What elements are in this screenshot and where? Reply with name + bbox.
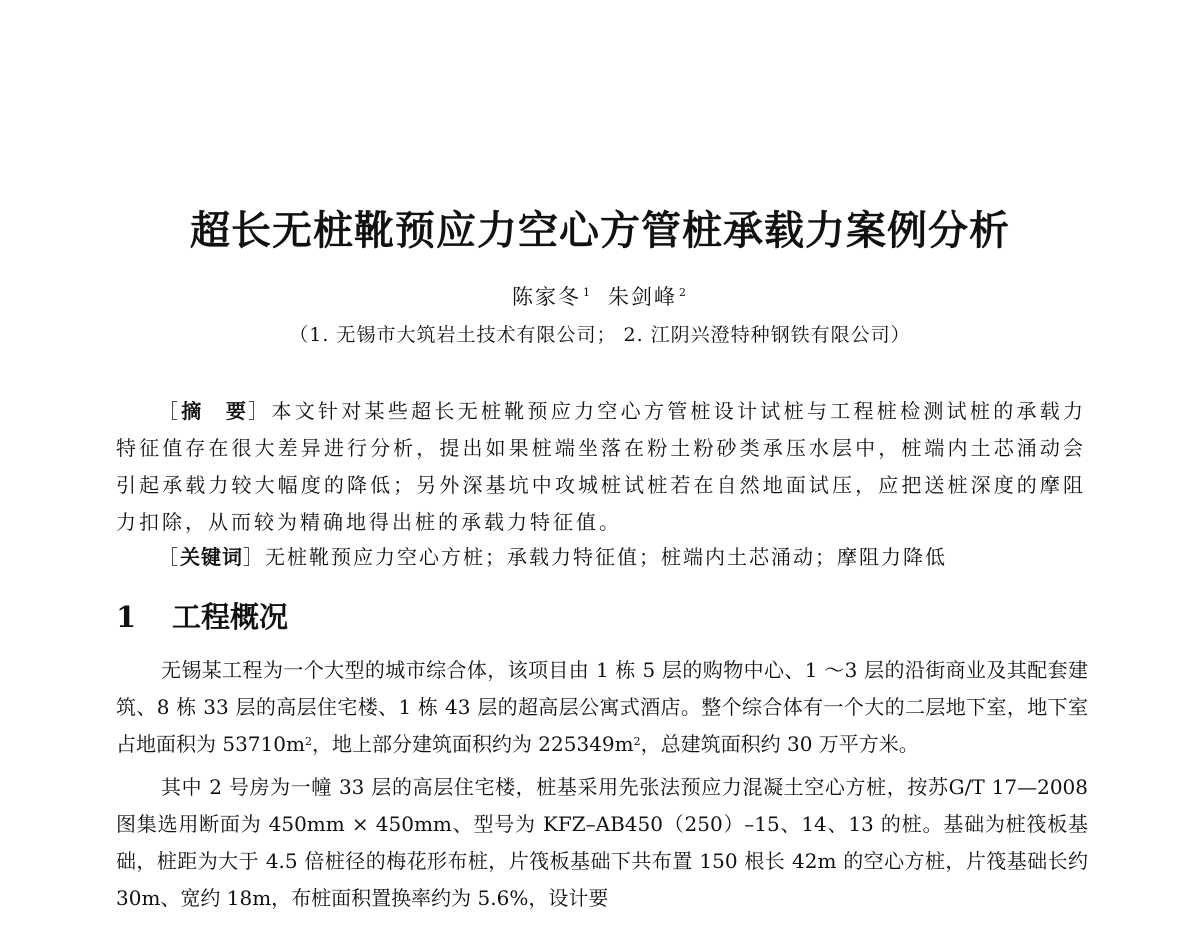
body-paragraph: 其中 2 号房为一幢 33 层的高层住宅楼，桩基采用先张法预应力混凝土空心方桩，按苏G/T 17—2008 图集选用断面为 450mm × 450mm、型号为 KFZ–AB450（250）–15、14、13 的桩。基础为桩筏板基础，桩距为大于 4.5 倍桩径的梅花形布桩，片筏板基础下共布置 150 根长 42m 的空心方桩，片筏基础长约 30m、宽约 18m，布桩面积置换率约为 5.6%，设计要 bbox=[116, 774, 1088, 911]
superscript: 2 bbox=[304, 735, 312, 749]
abstract-label: 摘 要 bbox=[181, 399, 249, 423]
keywords-block bbox=[158, 540, 1088, 574]
author-affiliation-mark: 1 bbox=[583, 286, 592, 299]
keywords-label: 关键词 bbox=[180, 545, 243, 569]
paragraph-text: ，总建筑面积约 30 万平方米。 bbox=[640, 732, 919, 757]
section-heading bbox=[116, 597, 288, 637]
paragraph-text: ，地上部分建筑面积约为 225349m bbox=[311, 732, 634, 757]
author-name: 陈家冬 bbox=[512, 285, 581, 309]
abstract-bracket-open: ［ bbox=[158, 399, 182, 423]
paper-title: 超长无桩靴预应力空心方管桩承载力案例分析 bbox=[190, 207, 1010, 254]
section-body bbox=[116, 652, 1088, 917]
keywords-bracket-open: ［ bbox=[158, 545, 180, 569]
section-title: 工程概况 bbox=[172, 600, 289, 634]
keywords-bracket-close: ］ bbox=[243, 545, 265, 569]
abstract-block bbox=[116, 393, 1086, 541]
author-line bbox=[0, 283, 1200, 311]
author-affiliation-mark: 2 bbox=[679, 286, 688, 299]
abstract-bracket-close: ］ bbox=[248, 399, 272, 423]
keywords-text: 无桩靴预应力空心方桩；承载力特征值；桩端内土芯涌动；摩阻力降低 bbox=[265, 545, 947, 569]
abstract-text: 本文针对某些超长无桩靴预应力空心方管桩设计试桩与工程桩检测试桩的承载力特征值存在很大差异进行分析，提出如果桩端坐落在粉土粉砂类承压水层中，桩端内土芯涌动会引起承载力较大幅度的降低；另外深基坑中攻城桩试桩若在自然地面试压，应把送桩深度的摩阻力扣除，从而较为精确地得出桩的承载力特征值。 bbox=[116, 399, 1087, 534]
paragraph-text: 无锡某工程为一个大型的城市综合体，该项目由 1 栋 5 层的购物中心、1 ～3 层的沿街商业及其配套建筑、8 栋 33 层的高层住宅楼、1 栋 43 层的超高层公寓式酒店。整个综合体有一个大的二层地下室，地下室占地面积为 53710m bbox=[116, 658, 1088, 757]
author-name: 朱剑峰 bbox=[608, 285, 677, 309]
section-number: 1 bbox=[116, 600, 137, 634]
abstract-paragraph bbox=[116, 393, 1086, 541]
body-paragraph bbox=[116, 652, 1088, 764]
affiliations: （1. 无锡市大筑岩土技术有限公司； 2. 江阴兴澄特种钢铁有限公司） bbox=[289, 324, 911, 346]
superscript: 2 bbox=[633, 735, 641, 749]
